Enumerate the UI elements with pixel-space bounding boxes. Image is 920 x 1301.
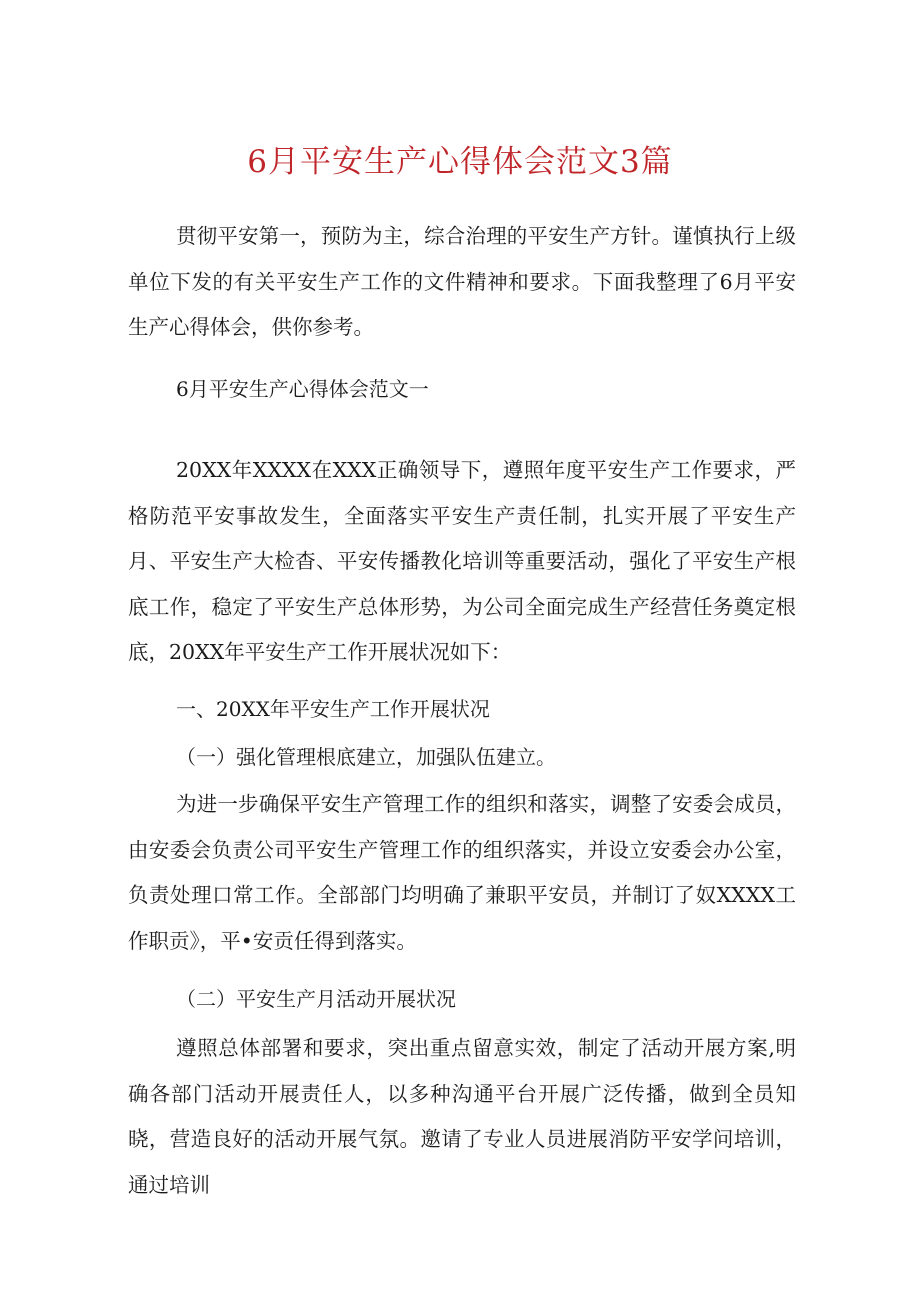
- subheading-2: （二）平安生产月活动开展状况: [176, 987, 456, 1011]
- body-paragraph-3: 遵照总体部署和要求，突出重点留意实效，制定了活动开展方案,明确各部门活动开展责任人，以多种沟通平台开展广泛传播，做到全员知晓，营造良好的活动开展气氛。邀请了专业人员进展消防平安学问培训，通过培训: [128, 1036, 796, 1197]
- body-paragraph-2: 为进一步确保平安生产管理工作的组织和落实，调整了安委会成员，由安委会负责公司平安生产管理工作的组织落实，并设立安委会办公室，负责处理口常工作。全部部门均明确了兼职平安员，并制订了奴XXXX工作职贡》，平•安贡任得到落实。: [128, 792, 796, 953]
- body-paragraph-1: 20XX年XXXX在XXX正确领导下，遵照年度平安生产工作要求，严格防范平安事故发生，全面落实平安生产责任制，扎实开展了平安生产月、平安生产大检杳、平安传播教化培训等重要活动，强化了平安生产根底工作，稳定了平安生产总体形势，为公司全面完成生产经营任务奠定根底，20XX年平安生产工作开展状况如下：: [128, 458, 796, 664]
- section-title: 6月平安生产心得体会范文一: [176, 377, 429, 401]
- document-title: 6月平安生产心得体会范文3篇: [247, 144, 673, 180]
- intro-paragraph: 贯彻平安第一，预防为主，综合治理的平安生产方针。谨慎执行上级单位下发的有关平安生产工作的文件精神和要求。下面我整理了6月平安生产心得体会，供你参考。: [128, 224, 796, 339]
- heading-1: 一、20XX年平安生产工作开展状况: [176, 697, 490, 721]
- subheading-1: （一）强化管理根底建立，加强队伍建立。: [176, 745, 556, 769]
